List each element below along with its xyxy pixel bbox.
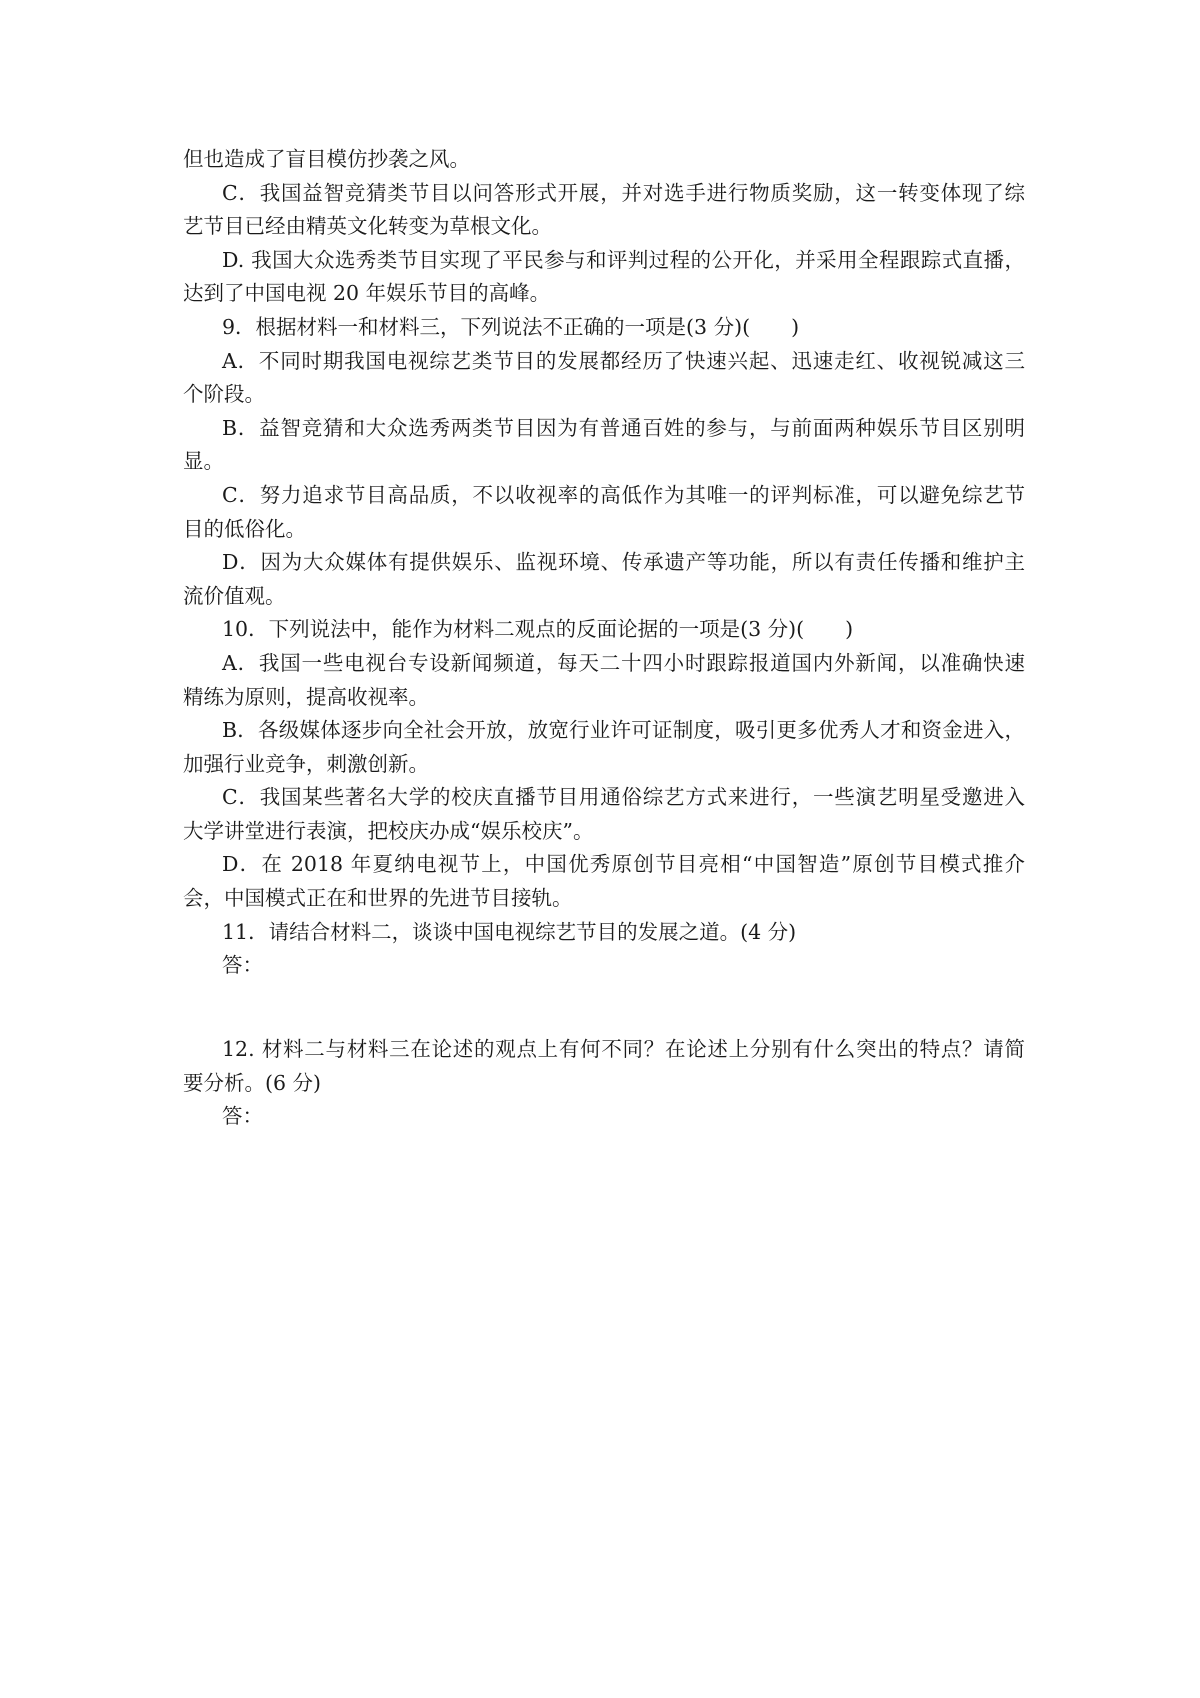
- q9-stem: [183, 311, 1025, 345]
- text-line: D. 我国大众选秀类节目实现了平民参与和评判过程的公开化，并采用全程跟踪式直播，: [222, 247, 1025, 272]
- exam-text: [183, 143, 1025, 1134]
- q10-stem: [183, 613, 1025, 647]
- q10-option-b: [183, 714, 1025, 781]
- question-stem: 10．下列说法中，能作为材料二观点的反面论据的一项是(3 分)( ): [222, 617, 854, 642]
- q10-option-c: [183, 781, 1025, 848]
- text-line: 精练为原则，提高收视率。: [183, 684, 429, 709]
- text-line: D．在 2018 年夏纳电视节上，中国优秀原创节目亮相“中国智造”原创节目模式推介: [222, 852, 1025, 877]
- q12: [183, 1033, 1025, 1134]
- text-line: 个阶段。: [183, 382, 265, 407]
- q9-option-a: [183, 345, 1025, 412]
- q11: [183, 916, 1025, 983]
- q8-option-d: [183, 244, 1025, 311]
- q8-option-c: [183, 177, 1025, 244]
- text-line: B．益智竞猜和大众选秀两类节目因为有普通百姓的参与，与前面两种娱乐节目区别明: [222, 415, 1025, 440]
- answer-label: 答：: [222, 953, 263, 978]
- text-line: A．不同时期我国电视综艺类节目的发展都经历了快速兴起、迅速走红、收视锐减这三: [222, 348, 1025, 373]
- text-line: C．努力追求节目高品质，不以收视率的高低作为其唯一的评判标准，可以避免综艺节: [222, 482, 1025, 507]
- question-stem: 11．请结合材料二，谈谈中国电视综艺节目的发展之道。(4 分): [222, 919, 797, 944]
- q8-option-b-tail: [183, 143, 1025, 177]
- text-line: A．我国一些电视台专设新闻频道，每天二十四小时跟踪报道国内外新闻，以准确快速: [222, 650, 1025, 675]
- text-line: C．我国某些著名大学的校庆直播节目用通俗综艺方式来进行，一些演艺明星受邀进入: [222, 785, 1025, 810]
- q9-option-b: [183, 412, 1025, 479]
- q10-option-d: [183, 848, 1025, 915]
- answer-label: 答：: [222, 1104, 263, 1129]
- q9-option-c: [183, 479, 1025, 546]
- q10-option-a: [183, 647, 1025, 714]
- q9-option-d: [183, 546, 1025, 613]
- question-stem: 9．根据材料一和材料三，下列说法不正确的一项是(3 分)( ): [222, 314, 800, 339]
- text-line: B．各级媒体逐步向全社会开放，放宽行业许可证制度，吸引更多优秀人才和资金进入，: [222, 718, 1025, 743]
- text-line: 但也造成了盲目模仿抄袭之风。: [183, 147, 470, 171]
- question-stem: 12. 材料二与材料三在论述的观点上有何不同？在论述上分别有什么突出的特点？请简: [222, 1037, 1025, 1062]
- text-line: D．因为大众媒体有提供娱乐、监视环境、传承遗产等功能，所以有责任传播和维护主: [222, 550, 1025, 575]
- text-line: 显。: [183, 449, 224, 474]
- text-line: 加强行业竞争，刺激创新。: [183, 751, 429, 776]
- text-line: 达到了中国电视 20 年娱乐节目的高峰。: [183, 281, 551, 306]
- text-line: 目的低俗化。: [183, 516, 306, 541]
- text-line: C．我国益智竞猜类节目以问答形式开展，并对选手进行物质奖励，这一转变体现了综: [222, 180, 1025, 205]
- text-line: 大学讲堂进行表演，把校庆办成“娱乐校庆”。: [183, 818, 594, 843]
- question-stem: 要分析。(6 分): [183, 1070, 322, 1095]
- text-line: 流价值观。: [183, 583, 286, 608]
- text-line: 艺节目已经由精英文化转变为草根文化。: [183, 214, 552, 239]
- text-line: 会，中国模式正在和世界的先进节目接轨。: [183, 886, 573, 911]
